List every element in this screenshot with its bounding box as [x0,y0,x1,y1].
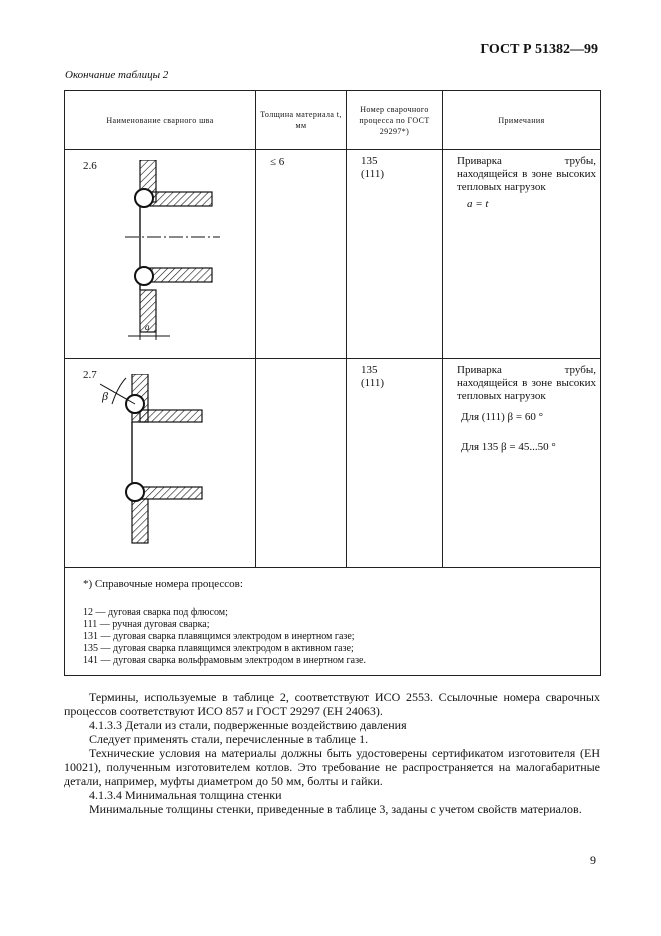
document-header: ГОСТ Р 51382—99 [480,42,598,57]
process-value: 135 (111) [361,364,385,389]
footnote-item: 141 — дуговая сварка вольфрамовым электродом в инертном газе. [83,655,366,666]
process-cell [347,359,443,568]
paragraph: Технические условия на материалы должны быть удостоверены сертификатом изготовителя (ЕН 10021), полученным изготовителем котлов. Это требование не распространяется на малогабаритные детали, например, муфты диаметром до 50 мм, болты и гайки. [64,746,600,788]
footnote-item: 111 — ручная дуговая сварка; [83,619,210,630]
col-header-name: Наименование сварного шва [65,91,256,150]
footnote-row [65,568,601,676]
note-formula: a = t [467,198,489,210]
weld-cell-2-6 [65,150,256,359]
process-value: 135 (111) [361,155,385,180]
row-number: 2.7 [83,369,97,381]
section-heading: 4.1.3.3 Детали из стали, подверженные воздействию давления [89,718,407,732]
note-cell [443,359,601,568]
weld-cell-2-7 [65,359,256,568]
table-header-row [65,91,601,150]
row-number: 2.6 [83,160,97,172]
paragraph: Термины, используемые в таблице 2, соответствуют ИСО 2553. Ссылочные номера сварочных процессов соответствуют ИСО 857 и ГОСТ 29297 (ЕН 24063). [64,690,600,718]
paragraph: Минимальные толщины стенки, приведенные в таблице 3, заданы с учетом свойств материалов. [89,802,582,816]
section-heading: 4.1.3.4 Минимальная толщина стенки [89,788,282,802]
process-cell [347,150,443,359]
weld-drawing-2-7 [100,374,240,549]
thickness-cell [256,150,347,359]
table-row [65,150,601,359]
weld-table [64,90,601,676]
footnote-item: 135 — дуговая сварка плавящимся электродом в активном газе; [83,643,354,654]
table-caption: Окончание таблицы 2 [65,69,169,81]
weld-drawing-2-6 [120,160,230,340]
note-cell [443,150,601,359]
footnote-title: *) Справочные номера процессов: [83,578,243,590]
note-condition-111: Для (111) β = 60 ° [461,411,544,423]
page-number: 9 [590,853,596,867]
col-header-notes: Примечания [443,91,601,150]
col-header-thickness: Толщина материала t, мм [256,91,347,150]
footnote-cell [65,568,601,676]
thickness-value: ≤ 6 [270,156,285,168]
note-text: Приварка трубы, находящейся в зоне высоких тепловых нагрузок [457,364,596,402]
footnote-item: 131 — дуговая сварка плавящимся электродом в инертном газе; [83,631,355,642]
col-header-process: Номер сварочного процесса по ГОСТ 29297*) [347,91,443,150]
angle-label: β [102,389,108,403]
footnote-list [83,607,366,667]
dimension-label: a [145,322,150,332]
table-row [65,359,601,568]
note-text: Приварка трубы, находящейся в зоне высоких тепловых нагрузок [457,155,596,193]
note-condition-135: Для 135 β = 45...50 ° [461,441,556,453]
footnote-item: 12 — дуговая сварка под флюсом; [83,607,228,618]
body-text [64,690,600,816]
thickness-cell [256,359,347,568]
paragraph: Следует применять стали, перечисленные в таблице 1. [89,732,369,746]
